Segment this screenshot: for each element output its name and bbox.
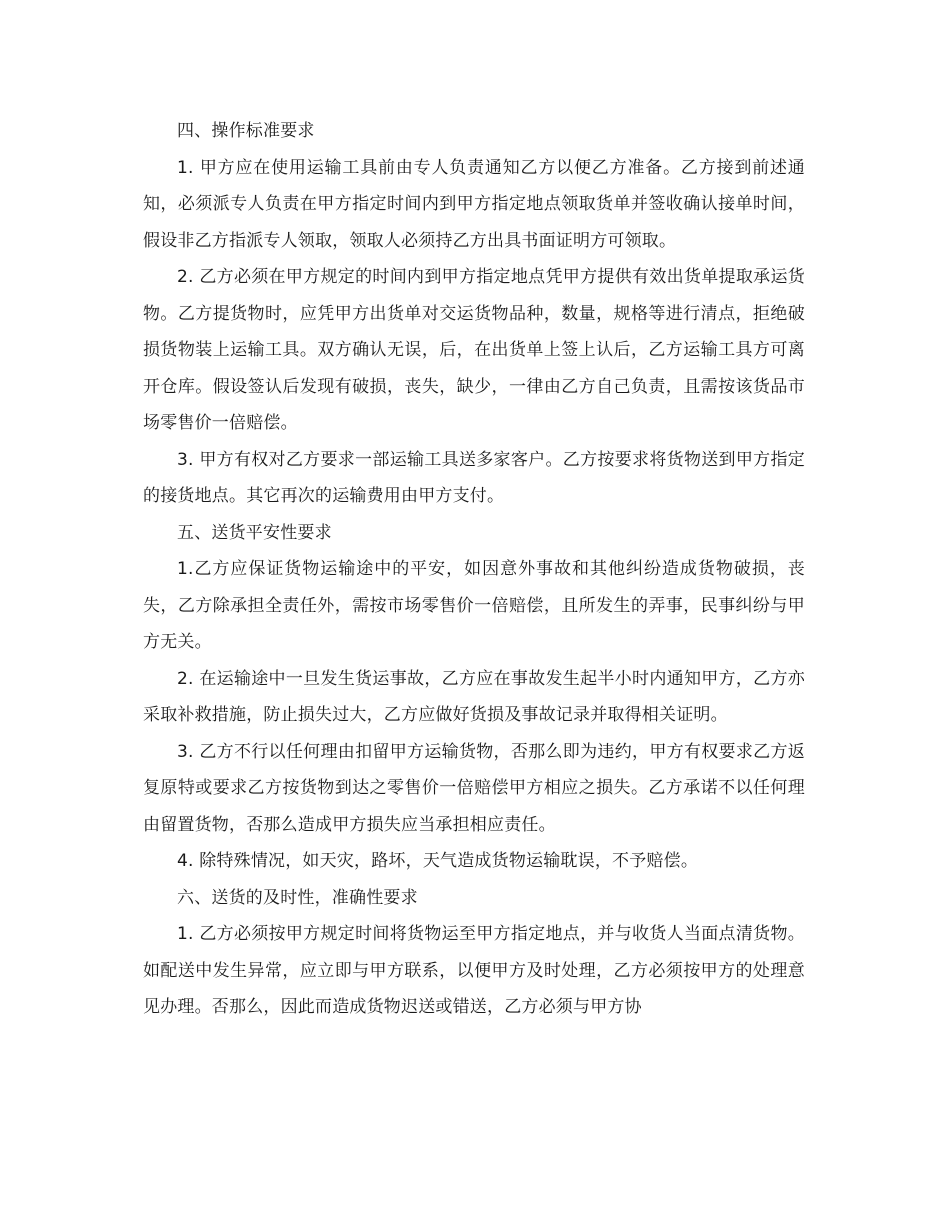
document-body <box>143 113 805 1026</box>
paragraph-5-1: 1.乙方应保证货物运输途中的平安，如因意外事故和其他纠纷造成货物破损，丧失，乙方除承担全责任外，需按市场零售价一倍赔偿，且所发生的弄事，民事纠纷与甲方无关。 <box>143 559 805 652</box>
section-heading-4: 四、操作标准要求 <box>177 121 315 141</box>
section-heading-5: 五、送货平安性要求 <box>177 522 332 543</box>
paragraph-4-3: 3. 甲方有权对乙方要求一部运输工具送多家客户。乙方按要求将货物送到甲方指定的接货地点。其它再次的运输费用由甲方支付。 <box>143 449 805 506</box>
paragraph-4-2: 2. 乙方必须在甲方规定的时间内到甲方指定地点凭甲方提供有效出货单提取承运货物。乙方提货物时，应凭甲方出货单对交运货物品种，数量，规格等进行清点，拒绝破损货物装上运输工具。双方确认无误，后，在出货单上签上认后，乙方运输工具方可离开仓库。假设签认后发现有破损，丧失，缺少，一律由乙方自己负责，且需按该货品市场零售价一倍赔偿。 <box>143 267 805 433</box>
section-heading-6: 六、送货的及时性，准确性要求 <box>177 887 418 908</box>
paragraph-6-1: 1. 乙方必须按甲方规定时间将货物运至甲方指定地点，并与收货人当面点清货物。如配送中发生异常，应立即与甲方联系，以便甲方及时处理，乙方必须按甲方的处理意见办理。否那么，因此而造成货物迟送或错送，乙方必须与甲方协 <box>143 924 805 1017</box>
paragraph-5-3: 3. 乙方不行以任何理由扣留甲方运输货物，否那么即为违约，甲方有权要求乙方返复原特或要求乙方按货物到达之零售价一倍赔偿甲方相应之损失。乙方承诺不以任何理由留置货物，否那么造成甲方损失应当承担相应责任。 <box>143 741 805 835</box>
paragraph-5-2: 2. 在运输途中一旦发生货运事故，乙方应在事故发生起半小时内通知甲方，乙方亦采取补救措施，防止损失过大，乙方应做好货损及事故记录并取得相关证明。 <box>143 668 805 725</box>
paragraph-4-1: 1. 甲方应在使用运输工具前由专人负责通知乙方以便乙方准备。乙方接到前述通知，必须派专人负责在甲方指定时间内到甲方指定地点领取货单并签收确认接单时间，假设非乙方指派专人领取，领取人必须持乙方出具书面证明方可领取。 <box>143 157 805 251</box>
paragraph-5-4: 4. 除特殊情况，如天灾，路坏，天气造成货物运输耽误，不予赔偿。 <box>177 851 699 871</box>
